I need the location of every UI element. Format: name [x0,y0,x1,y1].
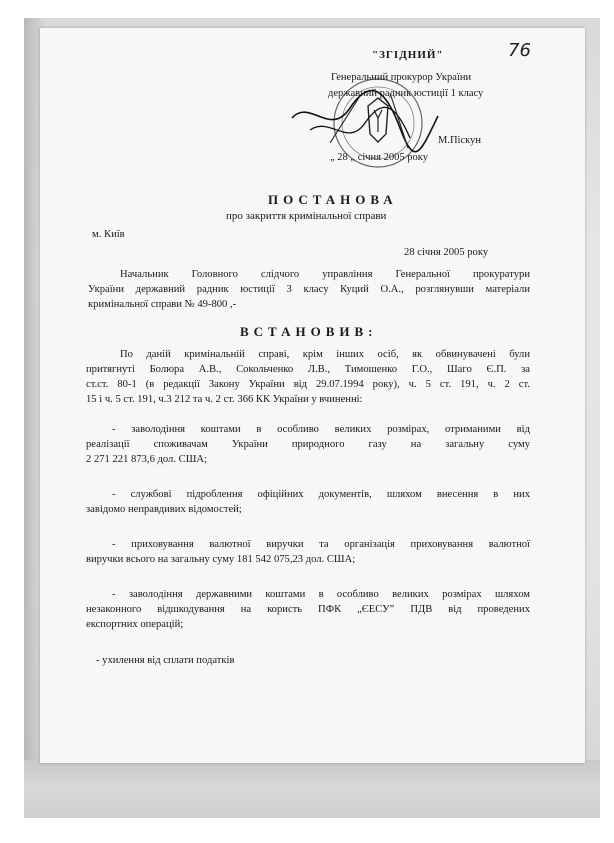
intro-line: України державний радник юстиції 3 класу Куций О.А., розглянувши матеріали [88,284,530,295]
document-date: 28 січня 2005 року [404,247,489,258]
charge-item-line: - приховування валютної виручки та організація приховування валютної [112,539,530,550]
charge-item-line: виручки всього на загальну суму 181 542 075,23 дол. США; [86,554,356,565]
charge-item-line: експортних операцій; [86,619,184,630]
charge-item-line: завідомо неправдивих відомостей; [86,504,242,515]
paragraph-line: 15 і ч. 5 ст. 191, ч.3 212 та ч. 2 ст. 366 КК України у вчиненні: [86,394,363,405]
document-title: ПОСТАНОВА [268,192,398,207]
paragraph-line: притягнуті Болюра А.В., Сокольченко Л.В., Тимошенко Г.О., Шаго Є.П. за [86,364,530,375]
approval-line-1: Генеральний прокурор України [331,72,472,83]
charge-item-line: 2 271 221 873,6 дол. США; [86,454,207,465]
intro-line: кримінальної справи № 49-800 ,- [88,299,237,310]
intro-line: Начальник Головного слідчого управління Генеральної прокуратури [120,269,530,280]
charge-item-line: - службові підроблення офіційних документів, шляхом внесення в них [112,489,530,500]
document-city: м. Київ [92,229,125,240]
charge-item-line: незаконного відшкодування на користь ПФК „ЄЕСУ” ПДВ від проведених [86,604,530,615]
approval-heading: "ЗГІДНИЙ" [372,49,444,61]
charge-item-line: реалізації споживачам України природного газу на загальну суму [86,439,530,450]
approval-date: „ 28 „ січня 2005 року [330,152,428,163]
approval-line-2: державний радник юстиції 1 класу [328,88,484,99]
document-subtitle: про закриття кримінальної справи [226,210,387,222]
approval-signature-name: М.Піскун [438,135,481,146]
charge-item-line: - заволодіння державними коштами в особливо великих розмірах шляхом [112,589,530,600]
charge-item-line: - заволодіння коштами в особливо великих розмірах, отриманими від [112,424,530,435]
established-heading: ВСТАНОВИВ: [240,324,378,339]
charge-item-line: - ухилення від сплати податків [96,655,235,666]
paragraph-line: ст.ст. 80-1 (в редакції Закону України від 29.07.1994 року), ч. 5 ст. 191, ч. 2 ст. [86,379,530,390]
photocopy-bottom-shade [24,760,600,818]
paragraph-line: По даній кримінальній справі, крім інших осіб, як обвинувачені були [120,349,530,360]
official-seal-and-signature [290,68,440,173]
handwritten-page-number: 76 [508,40,531,61]
